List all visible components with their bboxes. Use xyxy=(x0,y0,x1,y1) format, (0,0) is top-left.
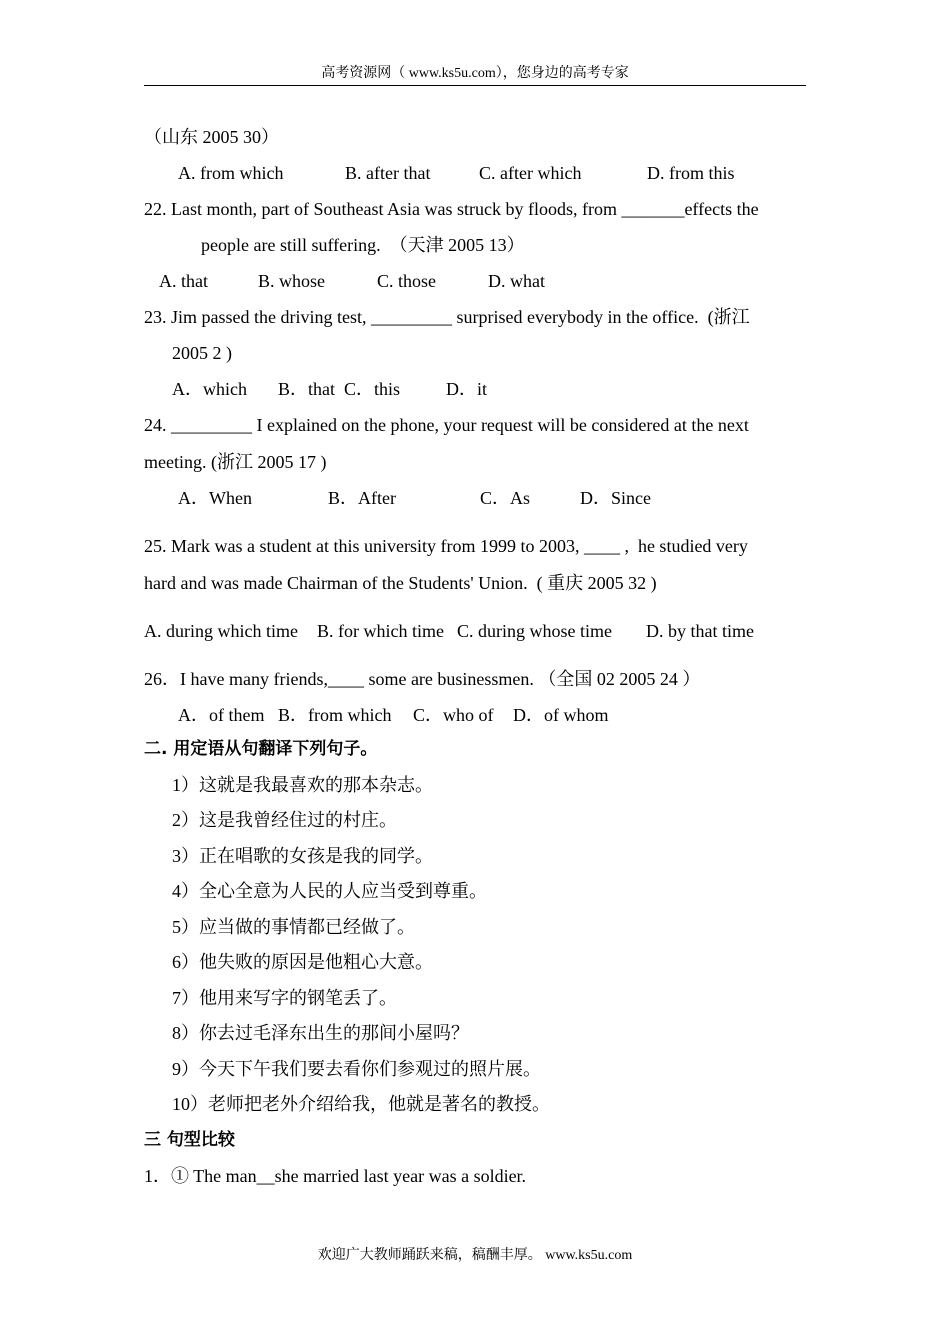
q22-option-d: D. what xyxy=(488,271,545,291)
q23-option-b: B．that xyxy=(278,379,335,399)
q26-option-b: B．from which xyxy=(278,705,392,725)
q24-stem-line1: 24. _________ I explained on the phone, your request will be considered at the next xyxy=(144,415,749,435)
q26-option-d: D．of whom xyxy=(513,705,609,725)
q24-option-d: D．Since xyxy=(580,488,651,508)
q21-option-c: C. after which xyxy=(479,163,582,183)
header-rule xyxy=(144,85,806,86)
q25-stem-line2: hard and was made Chairman of the Students' Union. ( 重庆 2005 32 ) xyxy=(144,573,657,593)
q26-stem: 26．I have many friends,____ some are businessmen. （全国 02 2005 24 ） xyxy=(144,669,701,689)
q23-option-a: A．which xyxy=(172,379,247,399)
q22-stem-line2: people are still suffering. （天津 2005 13） xyxy=(201,235,525,255)
q23-option-d: D．it xyxy=(446,379,488,399)
q21-option-a: A. from which xyxy=(178,163,284,183)
q22-stem-line1: 22. Last month, part of Southeast Asia was struck by floods, from _______effects the xyxy=(144,199,759,219)
q25-option-b: B. for which time xyxy=(317,621,444,641)
section2-item-1: 1）这就是我最喜欢的那本杂志。 xyxy=(172,775,433,795)
q23-stem-line1: 23. Jim passed the driving test, _________ surprised everybody in the office. (浙江 xyxy=(144,307,750,327)
q21-source: （山东 2005 30） xyxy=(144,127,279,147)
q26-option-c: C．who of xyxy=(413,705,494,725)
q21-option-b: B. after that xyxy=(345,163,431,183)
section2-item-2: 2）这是我曾经住过的村庄。 xyxy=(172,810,397,830)
q26-option-a: A．of them xyxy=(178,705,265,725)
section2-item-6: 6）他失败的原因是他粗心大意。 xyxy=(172,952,433,972)
q25-stem-line1: 25. Mark was a student at this university from 1999 to 2003, ____ , he studied very xyxy=(144,536,748,556)
section2-item-9: 9）今天下午我们要去看你们参观过的照片展。 xyxy=(172,1059,541,1079)
page-header: 高考资源网（ www.ks5u.com），您身边的高考专家 xyxy=(321,66,629,81)
q25-option-d: D. by that time xyxy=(646,621,754,641)
q23-stem-line2: 2005 2 ) xyxy=(172,343,232,363)
q21-option-d: D. from this xyxy=(647,163,735,183)
section2-item-3: 3）正在唱歌的女孩是我的同学。 xyxy=(172,846,433,866)
q24-option-b: B．After xyxy=(328,488,396,508)
q22-option-a: A. that xyxy=(159,271,208,291)
section2-item-8: 8）你去过毛泽东出生的那间小屋吗？ xyxy=(172,1023,469,1043)
section3-line-1: 1．① The man__she married last year was a soldier. xyxy=(144,1166,527,1186)
section3-title: 三 句型比较 xyxy=(144,1130,235,1150)
q22-option-b: B. whose xyxy=(258,271,325,291)
section2-item-4: 4）全心全意为人民的人应当受到尊重。 xyxy=(172,881,487,901)
q25-option-a: A. during which time xyxy=(144,621,298,641)
q24-option-a: A．When xyxy=(178,488,252,508)
page-footer: 欢迎广大教师踊跃来稿，稿酬丰厚。 www.ks5u.com xyxy=(317,1248,633,1263)
section2-item-7: 7）他用来写字的钢笔丢了。 xyxy=(172,988,397,1008)
q24-stem-line2: meeting. (浙江 2005 17 ) xyxy=(144,452,327,472)
section2-item-10: 10）老师把老外介绍给我，他就是著名的教授。 xyxy=(172,1094,550,1114)
section2-title: 二. 用定语从句翻译下列句子。 xyxy=(144,739,378,759)
section2-item-5: 5）应当做的事情都已经做了。 xyxy=(172,917,415,937)
q22-option-c: C. those xyxy=(377,271,437,291)
q25-option-c: C. during whose time xyxy=(457,621,612,641)
q23-option-c: C．this xyxy=(344,379,401,399)
q24-option-c: C．As xyxy=(480,488,531,508)
